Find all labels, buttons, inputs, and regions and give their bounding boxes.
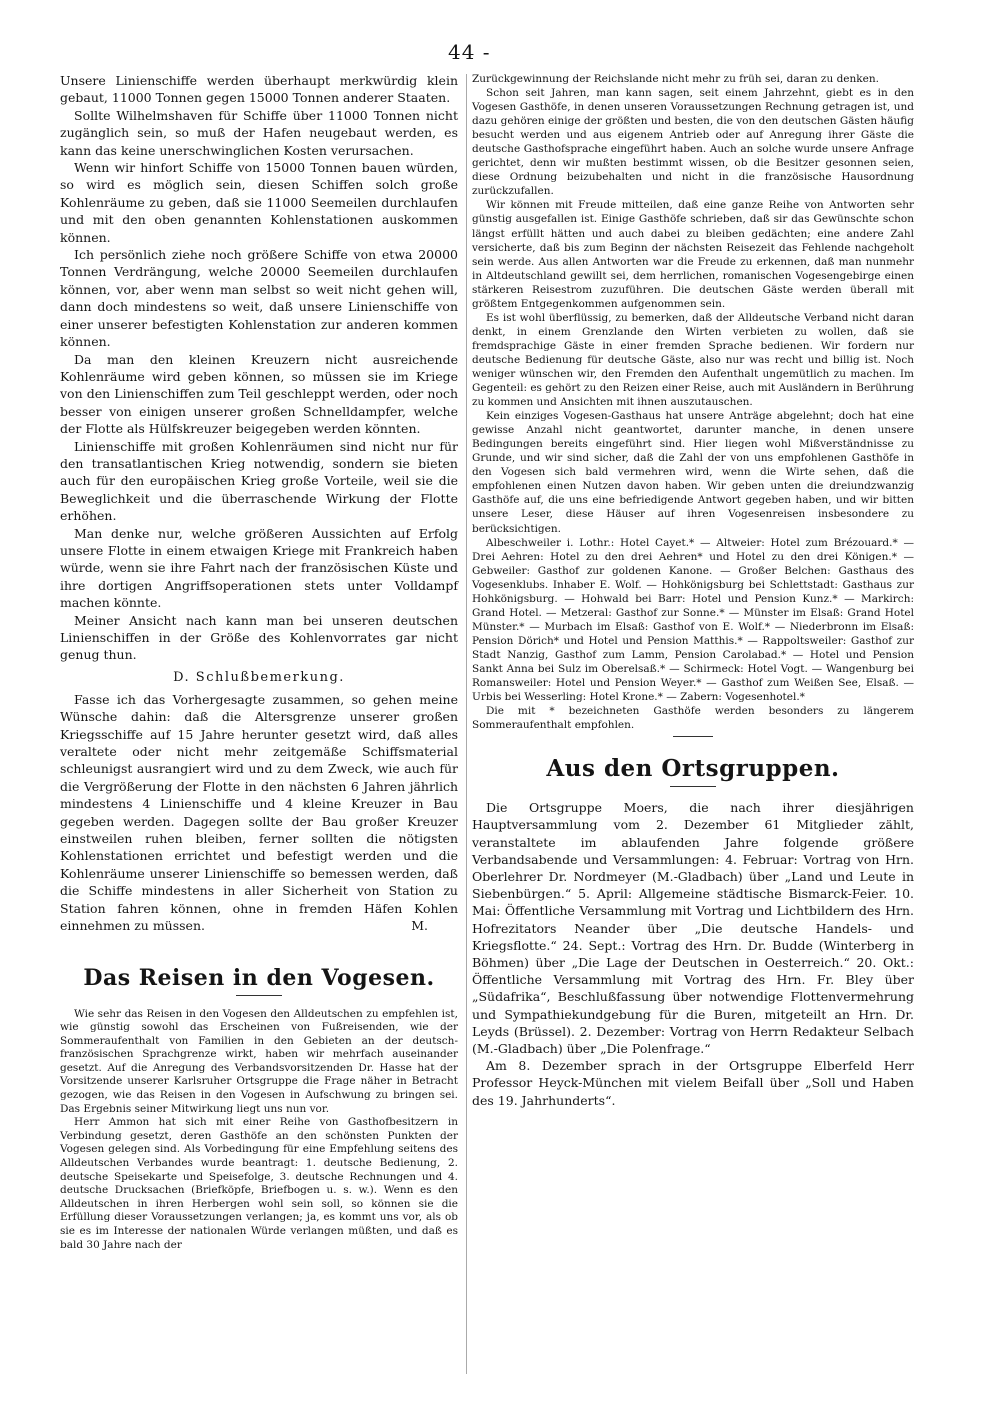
body-paragraph: Linienschiffe mit großen Kohlenräumen sind nicht nur für den transatlantischen Krieg notwendig, sondern sie bieten auch für den europäischen Krieg große Vorteile, weil sie die Beweglichkeit und die überraschende Wirkung der Flotte erhöhen. xyxy=(60,438,458,524)
body-paragraph: Man denke nur, welche größeren Aussichten auf Erfolg unsere Flotte in einem etwaigen Kriege mit Frankreich haben würde, wenn sie ihre Fahrt nach der französischen Küste und ihre dortigen Angriffsoperationen stets unter Volldampf machen könnte. xyxy=(60,525,458,611)
title-rule xyxy=(236,995,282,996)
article-title: Das Reisen in den Vogesen. xyxy=(83,964,435,991)
body-paragraph: Zurückgewinnung der Reichslande nicht mehr zu früh sei, daran zu denken. xyxy=(472,73,879,85)
article-body xyxy=(60,1008,458,1253)
author-signature: M. xyxy=(411,918,428,934)
section-rule xyxy=(673,736,713,737)
title-rule xyxy=(670,786,716,787)
article-paragraph: Herr Ammon hat sich mit einer Reihe von Gasthofbesitzern in Verbindung gesetzt, deren Gasthöfe an den schönsten Punkten der Vogesen gelegen sind. Als Vorbedingung für eine Empfehlung seitens des Alldeutschen Verbandes wurde beantragt: 1. deutsche Bedienung, 2. deutsche Speisekarte und Speisefolge, 3. deutsche Rechnungen und 4. deutsche Drucksachen (Briefköpfe, Briefbogen u. s. w.). Wenn es den Alldeutschen in ihren Herbergen wohl sein soll, so können sie die Erfüllung dieser Voraussetzungen verlangen; ja, es kommt uns vor, als ob sie es im Interesse der nationalen Würde verlangen müßten, und daß es bald 30 Jahre nach der xyxy=(60,1116,458,1251)
article-paragraph: Wie sehr das Reisen in den Vogesen den Alldeutschen zu empfehlen ist, wie günstig sowohl das Erscheinen von Fußreisenden, wie der Sommeraufenthalt von Familien in den Gebieten an der deutsch-französischen Sprachgrenze wirkt, haben wir mehrfach auseinander gesetzt. Auf die Anregung des Verbandsvorsitzenden Dr. Hasse hat der Vorsitzende unserer Karlsruher Ortsgruppe die Frage näher in Betracht gezogen, wie das Reisen in den Vogesen in Aufschwung zu bringen sei. Das Ergebnis seiner Mitwirkung liegt uns nun vor. xyxy=(60,1007,458,1115)
body-paragraph: Wir können mit Freude mitteilen, daß eine ganze Reihe von Antworten sehr günstig ausgefallen ist. Einige Gasthöfe schrieben, daß sir das Gewünschte schon längst erfüllt hätten und auch dabei zu bleiben gedächten; eine andere Zahl versicherte, daß bis zum Beginn der nächsten Reisezeit das Fehlende nachgeholt sein werde. Aus allen Antworten war die Freude zu erkennen, daß man nunmehr in Altdeutschland gewillt sei, dem herrlichen, romanischen Vogesengebirge einen stärkeren Reisestrom zuzuführen. Die deutschen Gäste werden überall mit größtem Entgegenkommen aufgenommen sein. xyxy=(472,199,914,310)
section-heading: D. Schlußbemerkung. xyxy=(173,669,345,685)
body-paragraph: Unsere Linienschiffe werden überhaupt merkwürdig klein gebaut, 11000 Tonnen gegen 15000 Tonnen anderer Staaten. xyxy=(60,73,458,106)
body-paragraph: Schon seit Jahren, man kann sagen, seit einem Jahrzehnt, giebt es in den Vogesen Gasthöfe, in denen unseren Voraussetzungen Rechnung getragen ist, und dazu gehören einige der größten und besten, die von den deutschen Gästen häufig besucht werden und aus eigenem Antrieb oder auf Anregung ihrer Gäste die deutsche Gasthofsprache eingeführt haben. Auch an solche wurde unsere Anfrage gerichtet, denn wir mußten bestimmt wissen, ob die Besitzer gesonnen seien, diese Ordnung beizubehalten und nicht in die französische Hausordnung zurückzufallen. xyxy=(472,87,914,198)
article-paragraph: Die Ortsgruppe Moers, die nach ihrer diesjährigen Hauptversammlung vom 2. Dezember 61 Mitglieder zählt, veranstaltete im ablaufenden Jahre folgende größere Verbandsabende und Versammlungen: 4. Februar: Vortrag von Hrn. Oberlehrer Dr. Nordmeyer (M.-Gladbach) über „Land und Leute in Siebenbürgen.“ 5. April: Allgemeine städtische Bismarck-Feier. 10. Mai: Öffentliche Versammlung mit Vortrag und Lichtbildern des Hrn. Hofrezitators Neander über „Die deutsche Handels- und Kriegsflotte.“ 24. Sept.: Vortrag des Hrn. Dr. Budde (Winterberg in Böhmen) über „Die Lage der Deutschen in Oesterreich.“ 20. Okt.: Öffentliche Versammlung mit Vortrag des Hrn. Fr. Bley über „Südafrika“, Beschlußfassung über notwendige Flottenvermehrung und Sympathiekundgebung für die Buren, mitgeteilt an Hrn. Dr. Leyds (Brüssel). 2. Dezember: Vortrag von Herrn Redakteur Selbach (M.-Gladbach) über „Die Polenfrage.“ xyxy=(472,800,914,1057)
body-paragraph: Wenn wir hinfort Schiffe von 15000 Tonnen bauen würden, so wird es möglich sein, diesen Schiffen solch große Kohlenräume zu geben, daß sie 11000 Seemeilen durchlaufen und mit den oben genannten Kohlenstationen auskommen können. xyxy=(60,160,458,245)
body-paragraph: Sollte Wilhelmshaven für Schiffe über 11000 Tonnen nicht zugänglich sein, so muß der Hafen neugebaut werden, es kann das keine unerschwinglichen Kosten verursachen. xyxy=(60,107,458,158)
hotel-list: Albeschweiler i. Lothr.: Hotel Cayet.* — Altweier: Hotel zum Brézouard.* — Drei Aehren: Hotel zu den drei Aehren* und Hotel zu den drei Königen.* — Gebweiler: Gasthof zur goldenen Kanone. — Großer Belchen: Gasthaus des Vogesenklubs. Inhaber E. Wolf. — Hohkönigsburg bei Schlettstadt: Gasthaus zur Hohkönigsburg. — Hohwald bei Barr: Hotel und Pension Kunz.* — Markirch: Grand Hotel. — Metzeral: Gasthof zur Sonne.* — Münster im Elsaß: Grand Hotel Münster.* — Murbach im Elsaß: Gasthof von E. Wolf.* — Niederbronn im Elsaß: Pension Dörich* und Hotel und Pension Matthis.* — Rappoltsweiler: Gasthof zur Stadt Nanzig, Gasthof zum Lamm, Pension Carolabad.* — Hotel und Pension Sankt Anna bei Sulz im Oberelsaß.* — Schirmeck: Hotel Vogt. — Wangenburg bei Romansweiler: Hotel und Pension Weyer.* — Gasthof zum Weißen See, Elsaß. — Urbis bei Wesserling: Hotel Krone.* — Zabern: Vogesenhotel.* xyxy=(472,536,914,704)
right-column xyxy=(472,72,914,1109)
body-paragraph: Ich persönlich ziehe noch größere Schiffe von etwa 20000 Tonnen Verdrängung, welche 20000 Seemeilen durchlaufen können, vor, aber wenn man selbst so weit nicht gehen will, dann doch mindestens so weit, daß unsere Linienschiffe von einer unserer befestigten Kohlenstation zur anderen kommen können. xyxy=(60,247,458,350)
column-divider xyxy=(466,74,467,1374)
page-number: 44 - xyxy=(448,40,491,64)
closing-paragraph xyxy=(60,691,458,935)
closing-text: Fasse ich das Vorhergesagte zusammen, so gehen meine Wünsche dahin: daß die Altersgrenze unserer großen Kriegsschiffe auf 15 Jahre herunter gesetzt wird, daß alles veraltete oder nicht mehr zeitgemäße Schiffsmaterial schleunigst ausrangiert wird und zu dem Zweck, wie auch für die Vergrößerung der Flotte in den nächsten 6 Jahren jährlich mindestens 4 Linienschiffe und 4 kleine Kreuzer in Bau gegeben werden. Dagegen sollte der Bau großer Kreuzer einstweilen ruhen bleiben, ferner sollten die nötigsten Kohlenstationen errichtet und befestigt werden und die Kohlenräume unserer Linienschiffe so bemessen werden, daß die Schiffe mindestens in aller Sicherheit von Station zu Station fahren können, ohne in fremden Häfen Kohlen einnehmen zu müssen. xyxy=(60,691,458,934)
body-paragraph: Meiner Ansicht nach kann man bei unseren deutschen Linienschiffen in der Größe des Kohlenvorrates gar nicht genug thun. xyxy=(60,612,458,663)
article-paragraph: Am 8. Dezember sprach in der Ortsgruppe Elberfeld Herr Professor Heyck-München mit vielem Beifall über „Soll und Haben des 19. Jahrhunderts“. xyxy=(472,1058,914,1108)
body-paragraph: Es ist wohl überflüssig, zu bemerken, daß der Alldeutsche Verband nicht daran denkt, in einem Grenzlande den Wirten verbieten zu wollen, daß sie fremdsprachige Gäste in einer fremden Sprache bedienen. Wir fordern nur deutsche Bedienung für deutsche Gäste, also nur was recht und billig ist. Noch weniger wünschen wir, den Fremden den Aufenthalt ungemütlich zu machen. Im Gegenteil: es gehört zu den Reizen einer Reise, auch mit Ausländern in Berührung zu kommen und Ansichten mit ihnen auszutauschen. xyxy=(472,311,914,409)
body-paragraph: Kein einziges Vogesen-Gasthaus hat unsere Anträge abgelehnt; doch hat eine gewisse Anzahl nicht geantwortet, darunter manche, in denen unsere Bedingungen bereits eingeführt sind. Hier liegen wohl Mißverständnisse zu Grunde, und wir sind sicher, daß die Zahl der von uns empfohlenen Gasthöfe in den Vogesen sich bald vermehren wird, wenn die Wirte sehen, daß die empfohlenen einen Nutzen davon haben. Wir geben unten die dreiundzwanzig Gasthöfe auf, die uns eine befriedigende Antwort gegeben haben, und wir bitten unsere Leser, diese Häuser auf ihren Vogesenreisen insbesondere zu berücksichtigen. xyxy=(472,410,914,535)
article-body xyxy=(472,799,914,1109)
left-column xyxy=(60,72,458,1252)
hotel-note: Die mit * bezeichneten Gasthöfe werden besonders zu längerem Sommeraufenthalt empfohlen. xyxy=(472,705,914,732)
article-title: Aus den Ortsgruppen. xyxy=(546,755,840,783)
body-paragraph: Da man den kleinen Kreuzern nicht ausreichende Kohlenräume wird geben können, so müssen sie im Kriege von den Linienschiffen zum Teil geschleppt werden, oder noch besser von einigen unserer großen Schnelldampfer, welche der Flotte als Hülfskreuzer beigegeben werden könnten. xyxy=(60,351,458,437)
